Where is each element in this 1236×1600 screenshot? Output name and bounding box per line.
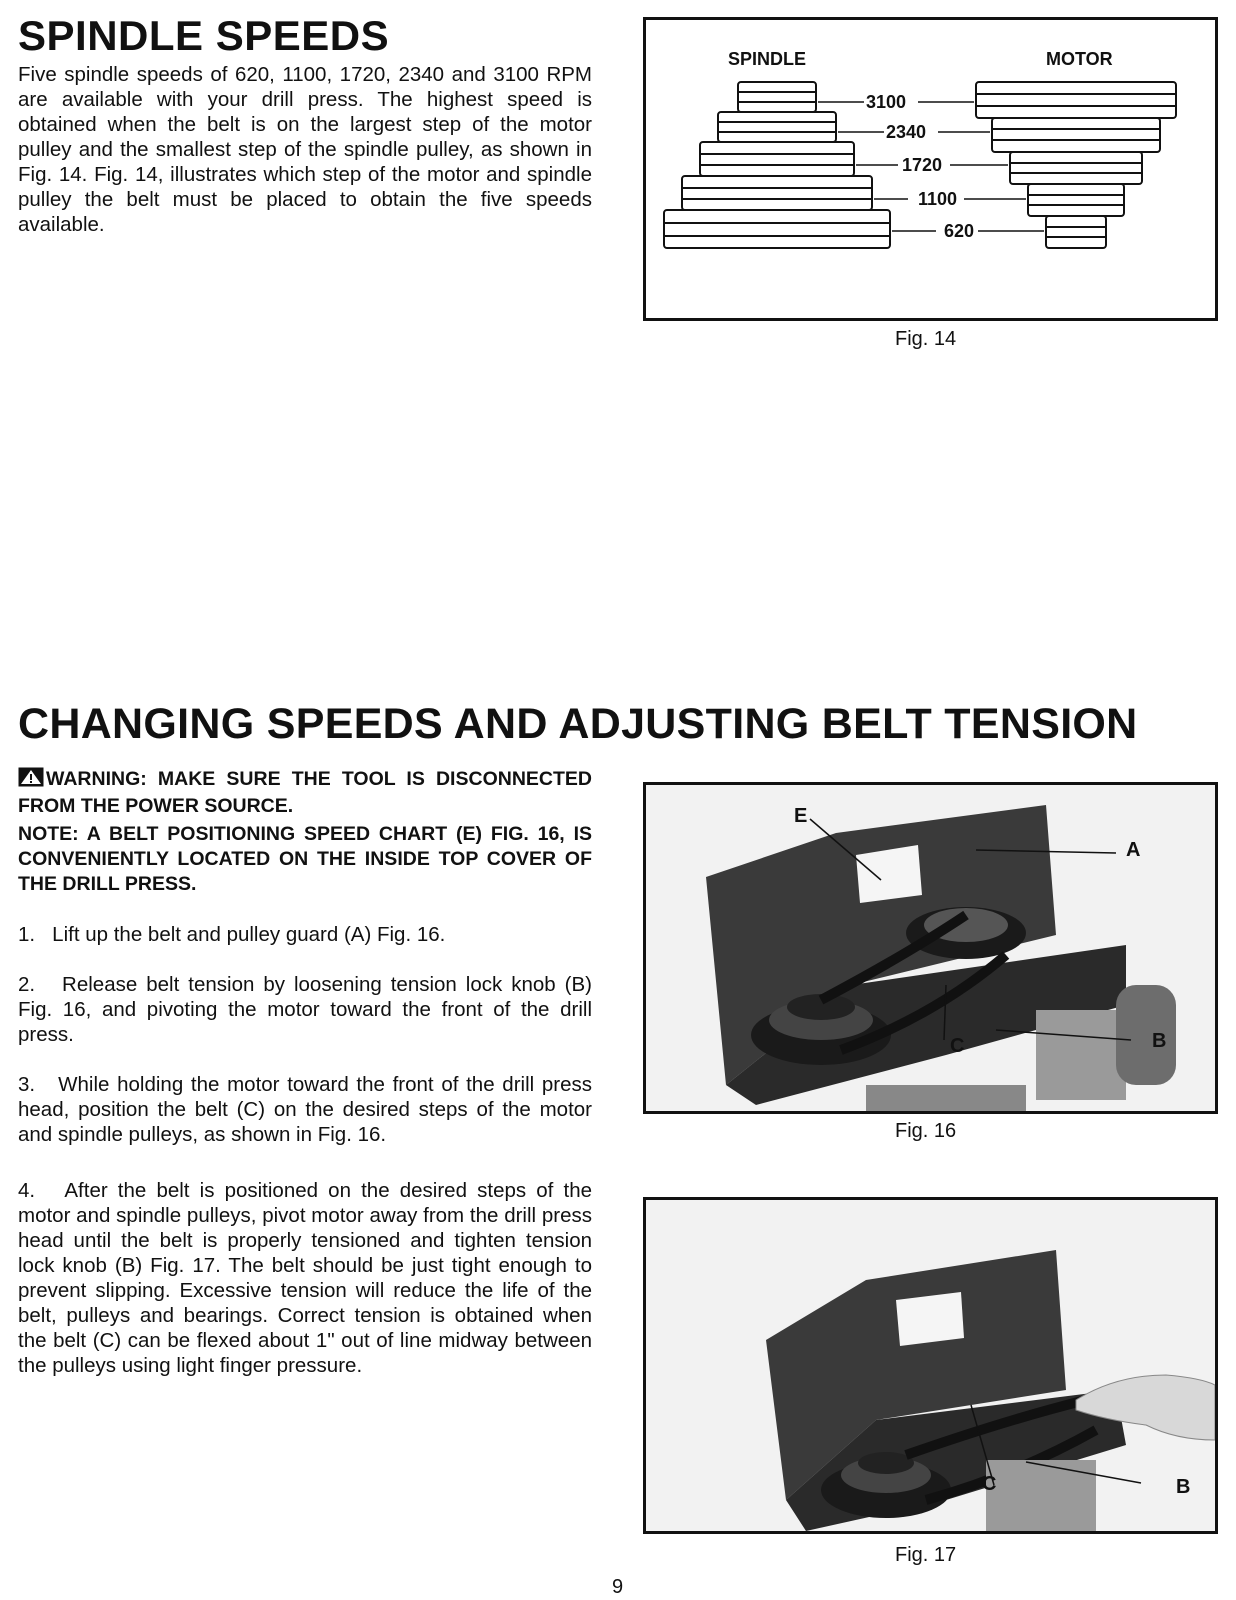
label-e: E — [794, 805, 808, 827]
speed-label-1720: 1720 — [902, 155, 943, 175]
fig16-caption: Fig. 16 — [895, 1120, 957, 1142]
section-title-changing-speeds: CHANGING SPEEDS AND ADJUSTING BELT TENSION — [18, 700, 1138, 748]
fig17-photo — [646, 1200, 1215, 1531]
speed-label-620: 620 — [944, 221, 975, 241]
step-4: 4. After the belt is positioned on the desired steps of the motor and spindle pulleys, pivot motor away from the drill press head until the belt is properly tensioned and tighten tension lock knob (B) Fig. 17. The belt should be just tight enough to prevent slipping. Excessive tension will reduce the life of the belt, pulleys and bearings. Correct tension is obtained when the belt (C) can be flexed about 1" out of line midway between the pulleys using light finger pressure. — [18, 1179, 592, 1377]
step-1: 1. Lift up the belt and pulley guard (A) Fig. 16. — [18, 923, 446, 946]
warning-text: WARNING: MAKE SURE THE TOOL IS DISCONNECTED FROM THE POWER SOURCE. — [18, 768, 592, 817]
speed-label-2340: 2340 — [886, 122, 927, 142]
step-3: 3. While holding the motor toward the front of the drill press head, position the belt (C) on the desired steps of the motor and spindle pulleys, as shown in Fig. 16. — [18, 1073, 592, 1146]
spindle-label: SPINDLE — [728, 49, 807, 69]
note-paragraph: NOTE: A BELT POSITIONING SPEED CHART (E) FIG. 16, IS CONVENIENTLY LOCATED ON THE INSIDE TOP COVER OF THE DRILL PRESS. — [18, 823, 592, 895]
page-number: 9 — [612, 1576, 624, 1598]
speed-chart-window — [856, 845, 922, 903]
label-c: C — [982, 1473, 997, 1495]
warning-triangle-icon — [18, 767, 44, 794]
spindle-speeds-paragraph: Five spindle speeds of 620, 1100, 1720, 2340 and 3100 RPM are available with your drill press. The highest speed is obtained when the belt is on the largest step of the motor pulley and the smallest step of the spindle pulley, as shown in Fig. 14. Fig. 14, illustrates which step of the motor and spindle pulley the belt must be placed to obtain the five speeds available. — [18, 63, 592, 236]
section-title-spindle-speeds: SPINDLE SPEEDS — [18, 12, 390, 59]
label-b: B — [1176, 1476, 1191, 1498]
speed-label-1100: 1100 — [918, 189, 958, 209]
step-2: 2. Release belt tension by loosening tension lock knob (B) Fig. 16, and pivoting the motor toward the front of the drill press. — [18, 973, 592, 1046]
label-b: B — [1152, 1030, 1167, 1052]
fig16-frame — [643, 782, 1218, 1114]
fig14-caption: Fig. 14 — [895, 328, 957, 350]
speed-label-3100: 3100 — [866, 92, 907, 112]
fig16-photo — [646, 785, 1215, 1111]
label-c: C — [950, 1035, 965, 1057]
fig17-frame — [643, 1197, 1218, 1534]
fig14-frame — [643, 17, 1218, 321]
fig17-caption: Fig. 17 — [895, 1544, 957, 1566]
warning-paragraph — [18, 767, 592, 819]
label-a: A — [1126, 839, 1141, 861]
motor-label: MOTOR — [1046, 49, 1113, 69]
pulley-diagram — [646, 20, 1215, 318]
